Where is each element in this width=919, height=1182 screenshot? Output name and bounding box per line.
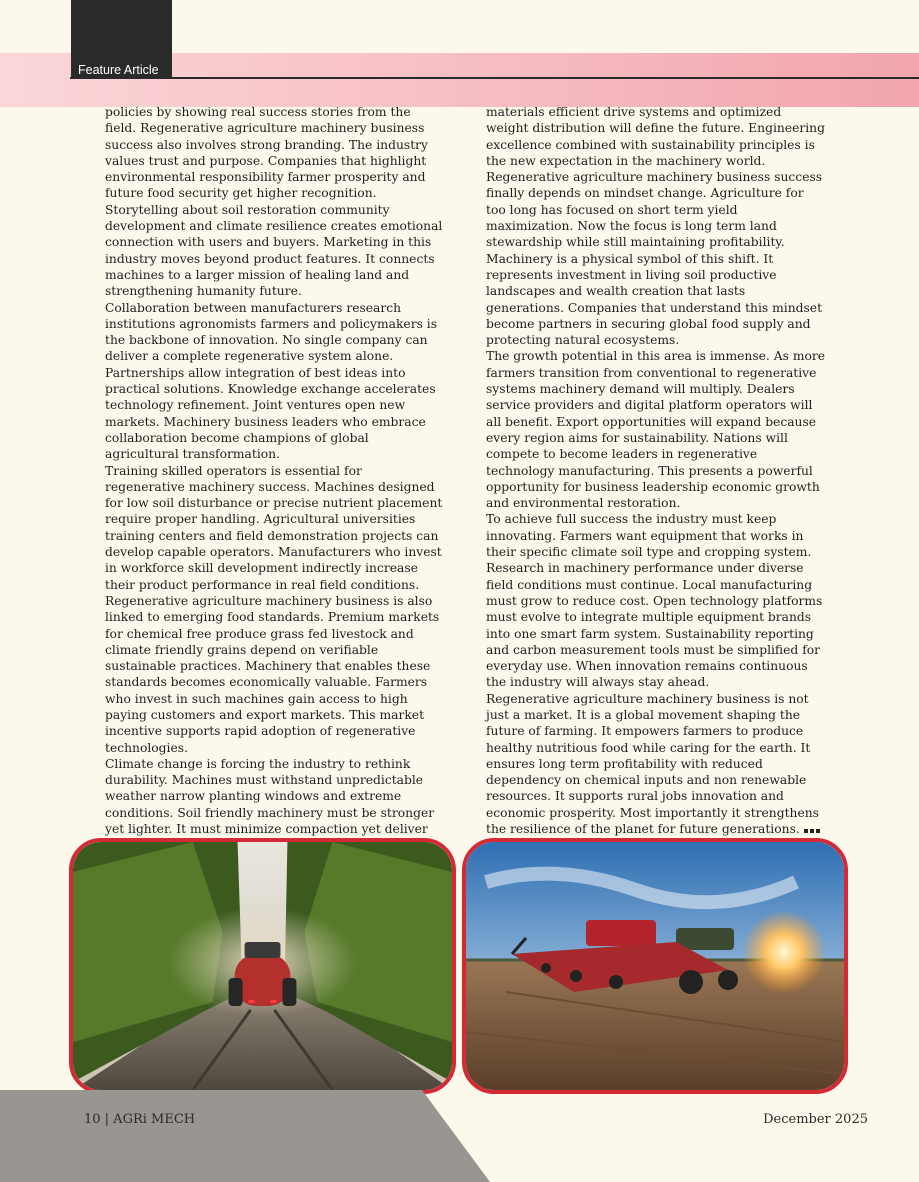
footer-grey-block — [0, 1090, 490, 1182]
paragraph: The growth potential in this area is immense. As more farmers transition from conventional to regenerative systems machinery demand will multiply. Dealers service providers and digital platform operators will all benefit. Export opportunities will expand because every region aims for sustainability. Nations will compete to become leaders in regenerative technology manufacturing. This presents a powerful opportunity for business leadership economic growth and environmental restoration. — [486, 349, 826, 511]
planter-at-sunset-photo — [462, 838, 848, 1094]
paragraph: Regenerative agriculture machinery business success finally depends on mindset change. Agriculture for too long has focused on short term yield maximization. Now the focus is long term land stewardship while still maintaining profitability. Machinery is a physical symbol of this shift. It represents investment in living soil productive landscapes and wealth creation that lasts generations. Companies that understand this mindset become partners in securing global food supply and protecting natural ecosystems. — [486, 170, 823, 348]
paragraph: Collaboration between manufacturers research institutions agronomists farmers and policymakers is the backbone of innovation. No single company can deliver a complete regenerative system alone. Partnerships allow integration of best ideas into practical solutions. Knowledge exchange accelerates technology refinement. Joint ventures open new markets. Machinery business leaders who embrace collaboration become champions of global agricultural transformation. — [105, 300, 438, 462]
paragraph: materials efficient drive systems and optimized weight distribution will define the future. Engineering excellence combined with sustainability principles is the new expectation in the machinery world. — [486, 105, 825, 168]
article-column-left — [105, 104, 445, 870]
page-number-label: 10 | AGRi MECH — [84, 1112, 196, 1127]
issue-date: December 2025 — [763, 1112, 868, 1127]
paragraph: Climate change is forcing the industry to rethink durability. Machines must withstand unpredictable weather narrow planting windows and extreme conditions. Soil friendly machinery must be stronger yet lighter. It must minimize compaction yet deliver — [105, 756, 435, 837]
paragraph: To achieve full success the industry must keep innovating. Farmers want equipment that works in their specific climate soil type and cropping system. Research in machinery performance under diverse field conditions must continue. Local manufacturing must grow to reduce cost. Open technology platforms must evolve to integrate multiple equipment brands into one smart farm system. Sustainability reporting and carbon measurement tools must be simplified for everyday use. When innovation remains continuous the industry will always stay ahead. — [486, 512, 823, 690]
end-of-article-icon — [804, 821, 822, 837]
sunset-field-illustration — [466, 842, 844, 1090]
orchard-illustration — [73, 842, 452, 1090]
paragraph-last — [486, 691, 826, 838]
article-column-right — [486, 104, 826, 837]
header-rule — [70, 77, 919, 79]
paragraph-text: Regenerative agriculture machinery business is not just a market. It is a global movement shaping the future of farming. It empowers farmers to produce healthy nutritious food while caring for the earth. It ensures long term profitability with reduced dependency on chemical inputs and non renewable resources. It supports rural jobs innovation and economic prosperity. Most importantly it strengthens the resilience of the planet for future generations. — [486, 691, 819, 837]
section-tab — [71, 0, 172, 78]
paragraph: Training skilled operators is essential for regenerative machinery success. Machines designed for low soil disturbance or precise nutrient placement require proper handling. Agricultural universities training centers and field demonstration projects can develop capable operators. Manufacturers who invest in workforce skill development indirectly increase their product performance in real field conditions. — [105, 463, 443, 592]
sprayer-in-orchard-photo — [69, 838, 456, 1094]
paragraph: policies by showing real success stories from the field. Regenerative agriculture machinery business success also involves strong branding. The industry values trust and purpose. Companies that highlight environmental responsibility farmer prosperity and future food security get higher recognition. Storytelling about soil restoration community development and climate resilience creates emotional connection with users and buyers. Marketing in this industry moves beyond product features. It connects machines to a larger mission of healing land and strengthening humanity future. — [105, 105, 443, 299]
section-label: Feature Article — [78, 63, 159, 77]
paragraph: Regenerative agriculture machinery business is also linked to emerging food standards. Premium markets for chemical free produce grass fed livestock and climate friendly grains depend on verifiable sustainable practices. Machinery that enables these standards becomes economically valuable. Farmers who invest in such machines gain access to high paying customers and export markets. This market incentive supports rapid adoption of regenerative technologies. — [105, 593, 440, 755]
